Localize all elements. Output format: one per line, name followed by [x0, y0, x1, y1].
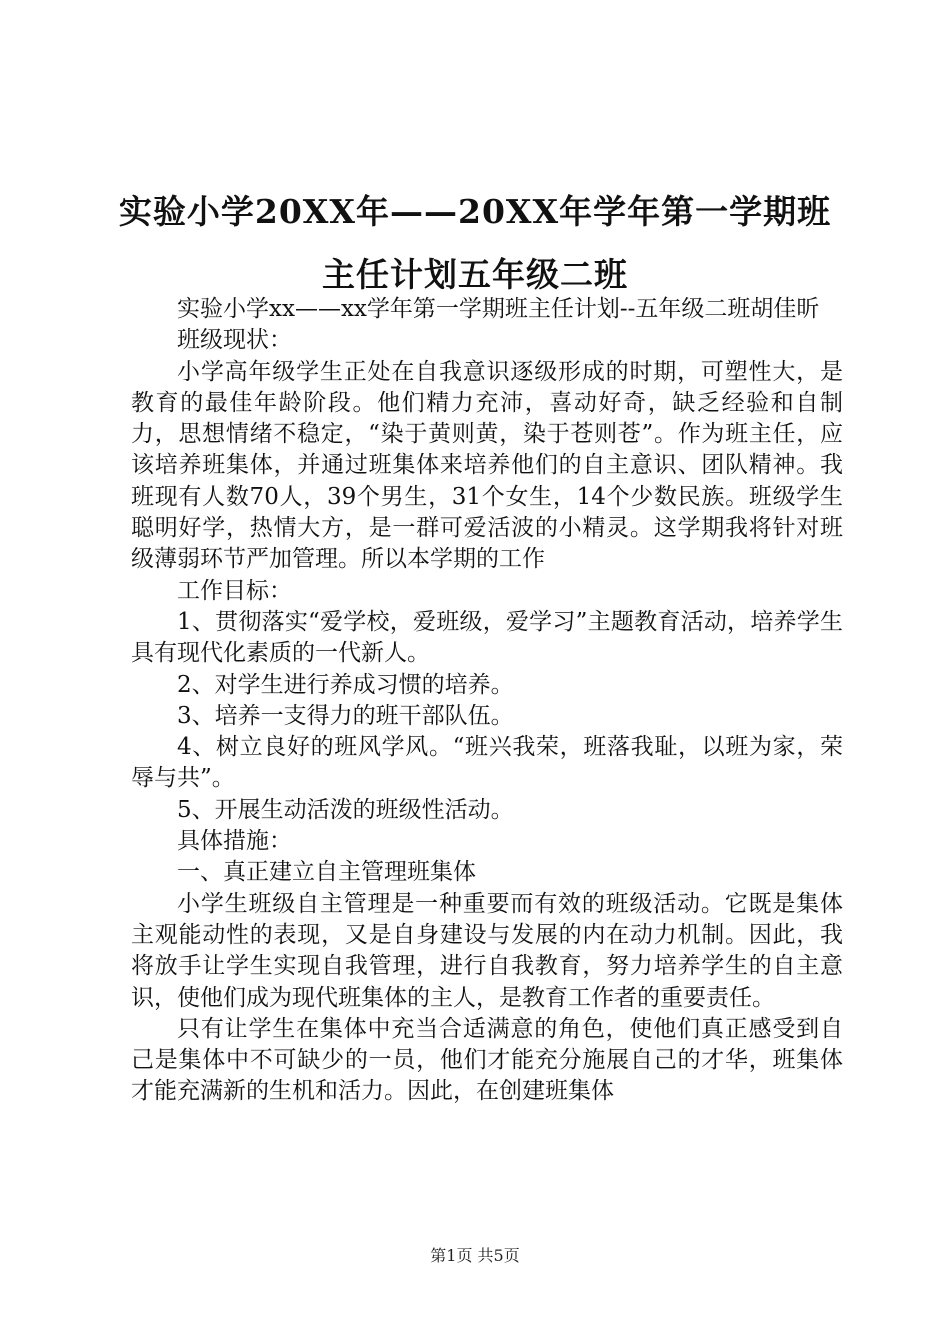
paragraph-measure-1-heading: 一、真正建立自主管理班集体	[177, 859, 476, 886]
paragraph-student-roles: 只有让学生在集体中充当合适满意的角色，使他们真正感受到自己是集体中不可缺少的一员，他们才能充分施展自己的才华，班集体才能充满新的生机和活力。因此，在创建班集体	[131, 1015, 843, 1105]
paragraph-self-management: 小学生班级自主管理是一种重要而有效的班级活动。它既是集体主观能动性的表现，又是自身建设与发展的内在动力机制。因此，我将放手让学生实现自我管理，进行自我教育，努力培养学生的自主意识，使他们成为现代班集体的主人，是教育工作者的重要责任。	[131, 890, 843, 1011]
paragraph-goal-3: 3、培养一支得力的班干部队伍。	[177, 702, 514, 729]
page-number-footer: 第1页 共5页	[430, 1246, 520, 1265]
document-title-line-1: 实验小学20XX年——20XX年学年第一学期班	[118, 192, 832, 231]
document-title-line-2: 主任计划五年级二班	[322, 255, 628, 294]
paragraph-measures-heading: 具体措施：	[177, 828, 292, 855]
paragraph-class-status: 小学高年级学生正处在自我意识逐级形成的时期，可塑性大，是教育的最佳年龄阶段。他们精力充沛，喜动好奇，缺乏经验和自制力，思想情绪不稳定，“染于黄则黄，染于苍则苍”。作为班主任，应该培养班集体，并通过班集体来培养他们的自主意识、团队精神。我班现有人数70人，39个男生，31个女生，14个少数民族。班级学生聪明好学，热情大方，是一群可爱活波的小精灵。这学期我将针对班级薄弱环节严加管理。所以本学期的工作	[131, 358, 843, 573]
paragraph-goal-2: 2、对学生进行养成习惯的培养。	[177, 671, 514, 698]
paragraph-goal-4: 4、树立良好的班风学风。“班兴我荣，班落我耻，以班为家，荣辱与共”。	[131, 734, 843, 792]
paragraph-goals-heading: 工作目标：	[177, 577, 292, 604]
paragraph-class-status-heading: 班级现状：	[177, 327, 292, 354]
paragraph-goal-1: 1、贯彻落实“爱学校，爱班级，爱学习”主题教育活动，培养学生具有现代化素质的一代新人。	[131, 608, 843, 667]
paragraph-goal-5: 5、开展生动活泼的班级性活动。	[177, 796, 514, 823]
document-body	[131, 294, 843, 1108]
paragraph-header-line: 实验小学xx——xx学年第一学期班主任计划--五年级二班胡佳昕	[177, 296, 820, 322]
